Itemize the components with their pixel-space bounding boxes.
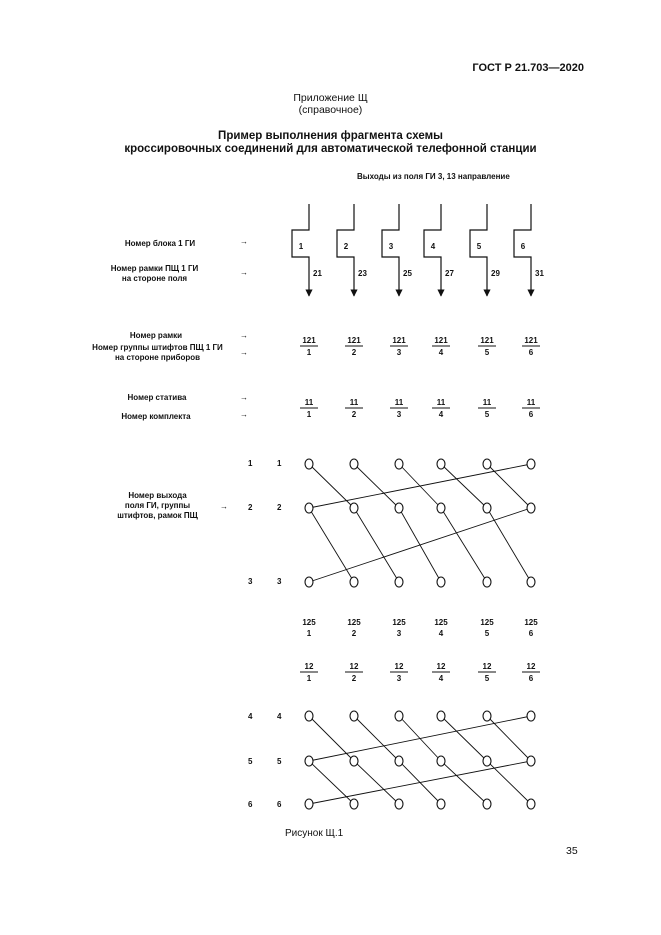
row-b-5: 5 [277, 757, 282, 766]
row-a-2: 2 [248, 503, 253, 512]
frac-rack-denominator: 1 [306, 410, 312, 419]
top-pin-circle [437, 503, 445, 513]
bottom-pin-circle [305, 756, 313, 766]
top-pin-circle [305, 503, 313, 513]
mid-a-numerator: 125 [434, 618, 448, 627]
bottom-pin-circle [305, 711, 313, 721]
top-connection-line [309, 508, 354, 582]
frac-mid-b-denominator: 3 [396, 674, 402, 683]
row-b-6: 6 [277, 800, 282, 809]
top-connection-line [354, 464, 399, 508]
block-number: 2 [343, 242, 349, 251]
label-frame-number: Номер рамки [129, 331, 183, 340]
bottom-connection-line [441, 761, 487, 804]
frac-rack-numerator: 11 [526, 398, 536, 407]
frac-mid-b-numerator: 12 [304, 662, 314, 671]
bottom-pin-circle [437, 799, 445, 809]
arrow-output: → [220, 502, 228, 511]
mid-a-numerator: 125 [347, 618, 361, 627]
frac-mid-b-numerator: 12 [436, 662, 446, 671]
bottom-pin-circle [350, 711, 358, 721]
top-connection-line [354, 508, 399, 582]
frac-frame-numerator: 121 [524, 336, 538, 345]
bottom-pin-circle [305, 799, 313, 809]
top-pin-circle [305, 577, 313, 587]
block-number: 4 [430, 242, 436, 251]
label-block-number: Номер блока 1 ГИ [124, 239, 196, 248]
frac-frame-denominator: 6 [528, 348, 534, 357]
bottom-pin-circle [437, 756, 445, 766]
label-rack-number: Номер статива [127, 393, 187, 402]
row-b-1: 1 [277, 459, 282, 468]
block-number: 6 [520, 242, 526, 251]
frame-field-number: 27 [445, 269, 454, 278]
top-pin-circle [395, 459, 403, 469]
row-a-6: 6 [248, 800, 253, 809]
arrow-frame-number: → [240, 331, 248, 340]
mid-a-denominator: 1 [306, 629, 312, 638]
outputs-note: Выходы из поля ГИ 3, 13 направление [357, 172, 510, 181]
bottom-connection-line [354, 716, 399, 761]
mid-a-numerator: 125 [480, 618, 494, 627]
bottom-pin-circle [395, 711, 403, 721]
top-pin-circle [395, 503, 403, 513]
mid-a-numerator: 125 [392, 618, 406, 627]
bottom-connection-line [309, 761, 531, 804]
top-connection-line [309, 508, 531, 582]
bottom-connection-line [309, 716, 531, 761]
top-connection-line [487, 508, 531, 582]
frac-frame-denominator: 4 [438, 348, 444, 357]
label-frame-field-line1: Номер рамки ПЩ 1 ГИ [110, 264, 199, 273]
arrow-frame-field: → [240, 268, 248, 277]
standard-number: ГОСТ Р 21.703—2020 [472, 62, 584, 74]
frac-frame-denominator: 2 [351, 348, 357, 357]
mid-a-denominator: 6 [528, 629, 534, 638]
appendix-kind: (справочное) [298, 104, 363, 116]
frac-rack-numerator: 11 [482, 398, 492, 407]
top-pin-circle [527, 577, 535, 587]
bottom-pin-circle [395, 799, 403, 809]
bottom-connection-line [441, 716, 487, 761]
top-pin-circle [483, 503, 491, 513]
mid-a-numerator: 125 [524, 618, 538, 627]
frac-rack-numerator: 11 [304, 398, 314, 407]
row-a-4: 4 [248, 712, 253, 721]
frac-mid-b-numerator: 12 [349, 662, 359, 671]
bottom-connection-line [354, 761, 399, 804]
bottom-pin-circle [437, 711, 445, 721]
frac-rack-numerator: 11 [394, 398, 404, 407]
label-frame-field-line2: на стороне поля [121, 274, 188, 283]
frac-rack-denominator: 5 [484, 410, 490, 419]
page-number: 35 [566, 845, 578, 857]
frame-field-number: 31 [535, 269, 544, 278]
block-number: 1 [298, 242, 304, 251]
frac-frame-numerator: 121 [434, 336, 448, 345]
top-connection-line [309, 464, 531, 508]
frac-mid-b-denominator: 6 [528, 674, 534, 683]
bottom-connection-line [309, 716, 354, 761]
figure-heading-line2: кроссировочных соединений для автоматической телефонной станции [124, 143, 537, 155]
arrow-block-number: → [240, 237, 248, 246]
top-pin-circle [350, 577, 358, 587]
row-a-1: 1 [248, 459, 253, 468]
top-pin-circle [395, 577, 403, 587]
top-pin-circle [437, 577, 445, 587]
figure-caption: Рисунок Щ.1 [285, 828, 344, 839]
frac-rack-numerator: 11 [436, 398, 446, 407]
frac-mid-b-numerator: 12 [526, 662, 536, 671]
frame-field-number: 25 [403, 269, 412, 278]
bottom-pin-circle [527, 799, 535, 809]
frac-frame-numerator: 121 [347, 336, 361, 345]
frac-frame-numerator: 121 [302, 336, 316, 345]
top-pin-circle [350, 503, 358, 513]
bottom-pin-circle [395, 756, 403, 766]
bottom-connection-line [309, 761, 354, 804]
frac-mid-b-denominator: 1 [306, 674, 312, 683]
appendix-title: Приложение Щ [293, 92, 368, 104]
label-output-line2: поля ГИ, группы [124, 501, 191, 510]
bottom-pin-circle [483, 756, 491, 766]
label-output-line1: Номер выхода [128, 491, 187, 500]
top-connection-line [441, 464, 487, 508]
frame-field-number: 21 [313, 269, 322, 278]
frac-mid-b-denominator: 2 [351, 674, 357, 683]
frac-mid-b-denominator: 5 [484, 674, 490, 683]
frac-rack-denominator: 3 [396, 410, 402, 419]
frac-frame-denominator: 3 [396, 348, 402, 357]
frac-frame-numerator: 121 [480, 336, 494, 345]
row-b-2: 2 [277, 503, 282, 512]
top-pin-circle [527, 459, 535, 469]
block-number: 5 [476, 242, 482, 251]
bottom-pin-circle [350, 799, 358, 809]
row-a-5: 5 [248, 757, 253, 766]
arrow-set-number: → [240, 410, 248, 419]
figure-heading-line1: Пример выполнения фрагмента схемы [218, 130, 443, 142]
top-connection-line [441, 508, 487, 582]
frac-mid-b-numerator: 12 [394, 662, 404, 671]
top-pin-circle [437, 459, 445, 469]
mid-a-denominator: 2 [351, 629, 357, 638]
bottom-pin-circle [350, 756, 358, 766]
label-pin-group-line1: Номер группы штифтов ПЩ 1 ГИ [92, 343, 223, 352]
top-pin-circle [483, 577, 491, 587]
frac-frame-denominator: 1 [306, 348, 312, 357]
mid-a-denominator: 3 [396, 629, 402, 638]
top-connection-line [309, 464, 354, 508]
frac-frame-denominator: 5 [484, 348, 490, 357]
bottom-pin-circle [483, 711, 491, 721]
frac-mid-b-numerator: 12 [482, 662, 492, 671]
row-b-3: 3 [277, 577, 282, 586]
frac-rack-numerator: 11 [349, 398, 359, 407]
top-pin-circle [305, 459, 313, 469]
frame-field-number: 23 [358, 269, 367, 278]
top-pin-circle [527, 503, 535, 513]
mid-a-denominator: 5 [484, 629, 490, 638]
bottom-pin-circle [527, 756, 535, 766]
bottom-connection-line [487, 716, 531, 761]
arrow-pin-group: → [240, 348, 248, 357]
arrow-rack-number: → [240, 393, 248, 402]
bottom-pin-circle [527, 711, 535, 721]
top-pin-circle [350, 459, 358, 469]
frac-mid-b-denominator: 4 [438, 674, 444, 683]
frac-frame-numerator: 121 [392, 336, 406, 345]
frac-rack-denominator: 6 [528, 410, 534, 419]
row-b-4: 4 [277, 712, 282, 721]
label-pin-group-line2: на стороне приборов [114, 353, 201, 362]
bottom-pin-circle [483, 799, 491, 809]
mid-a-denominator: 4 [438, 629, 444, 638]
top-connection-line [487, 464, 531, 508]
top-pin-circle [483, 459, 491, 469]
frac-rack-denominator: 4 [438, 410, 444, 419]
mid-a-numerator: 125 [302, 618, 316, 627]
frame-field-number: 29 [491, 269, 500, 278]
row-a-3: 3 [248, 577, 253, 586]
block-number: 3 [388, 242, 394, 251]
bottom-connection-line [487, 761, 531, 804]
label-output-line3: штифтов, рамок ПЩ [117, 511, 198, 520]
label-set-number: Номер комплекта [121, 412, 191, 421]
frac-rack-denominator: 2 [351, 410, 357, 419]
